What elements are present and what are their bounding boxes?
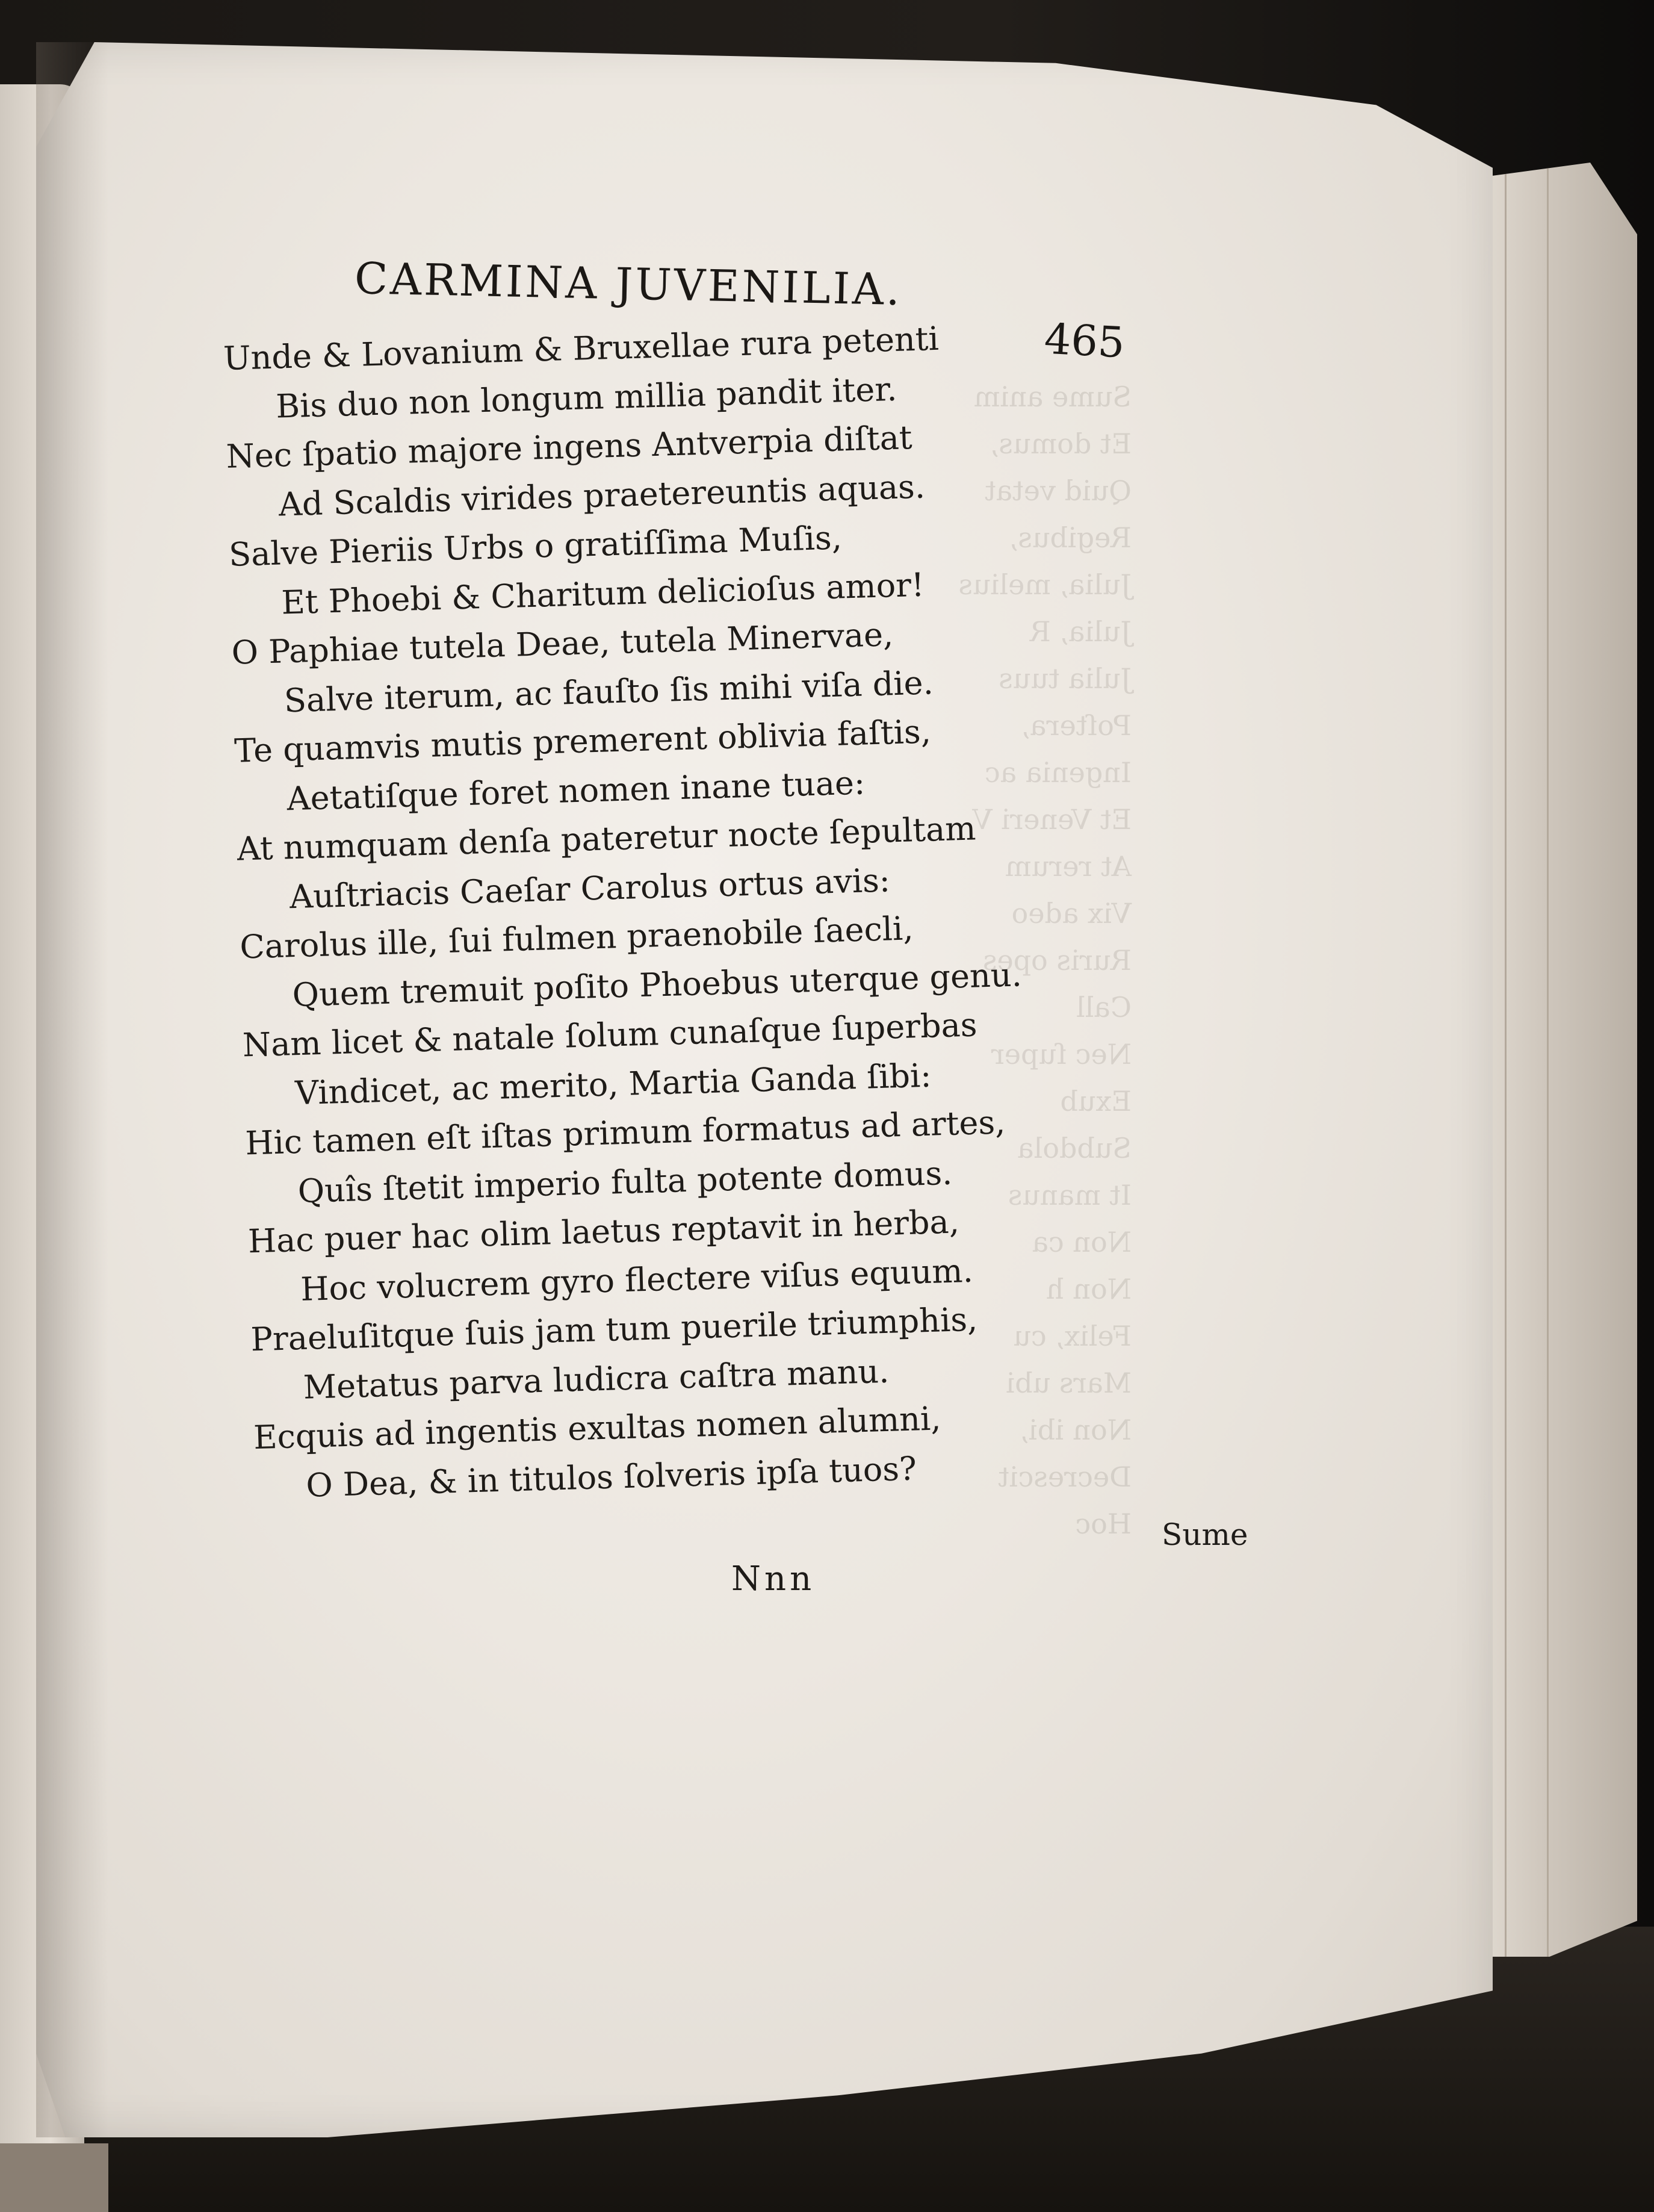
- verse-line: Quem tremuit poſito Phoebus uterque genu.: [291, 955, 1023, 1014]
- bleed-through-line: Decrescit: [998, 1461, 1132, 1493]
- catchword: Sume: [1162, 1517, 1248, 1552]
- bleed-through-line: Julia, melius: [958, 568, 1132, 601]
- verse-line: Ecquis ad ingentis exultas nomen alumni,: [253, 1399, 942, 1457]
- verse-line: Vindicet, ac merito, Martia Ganda ſibi:: [294, 1056, 932, 1112]
- verse-line: Hic tamen eſt iſtas primum formatus ad artes,: [244, 1103, 1006, 1163]
- gutter-shadow: [36, 42, 108, 2137]
- verse-line: O Paphiae tutela Deae, tutela Minervae,: [231, 615, 894, 672]
- signature-mark: Nnn: [731, 1559, 816, 1598]
- verse-line: Et Phoebi & Charitum delicioſus amor!: [280, 565, 925, 621]
- bleed-through-line: Ruris opes: [982, 944, 1132, 977]
- verse-line: Aetatiſque foret nomen inane tuae:: [286, 763, 866, 818]
- bleed-through-line: Sume anim: [974, 381, 1132, 413]
- bleed-through-line: Vix adeo: [1011, 897, 1132, 930]
- bleed-through-line: At rerum: [1005, 850, 1132, 883]
- verse-line: Hac puer hac olim laetus reptavit in herba,: [247, 1202, 960, 1261]
- running-title: CARMINA JUVENILIA.: [354, 253, 903, 315]
- verse-line: Carolus ille, ſui fulmen praenobile ſaecli,: [239, 909, 914, 966]
- verse-line: At numquam denſa pateretur nocte ſepultam: [237, 809, 977, 868]
- verse-line: Bis duo non longum millia pandit iter.: [275, 370, 898, 426]
- verse-line: O Dea, & in titulos ſolveris ipſa tuos?: [305, 1449, 917, 1505]
- verse-line: Hoc volucrem gyro flectere viſus equum.: [300, 1251, 974, 1308]
- bleed-through-line: Hoc: [1075, 1508, 1132, 1540]
- bleed-through-line: Quid vetat: [985, 474, 1132, 507]
- verse-line: Salve iterum, ac fauſto ſis mihi viſa die.: [283, 663, 934, 719]
- bleed-through-line: Ingenia ac: [984, 756, 1132, 789]
- bleed-through-line: Nec ſuper: [991, 1038, 1132, 1070]
- verse-line: Quîs ſtetit imperio fulta potente domus.: [297, 1154, 953, 1210]
- verse-line: Praeluſitque ſuis jam tum puerile triumphis,: [250, 1300, 978, 1359]
- verse-line: Auſtriacis Caeſar Carolus ortus avis:: [289, 860, 891, 916]
- bleed-through-line: Felix, cu: [1013, 1320, 1132, 1352]
- verse-line: Ad Scaldis virides praetereuntis aquas.: [278, 467, 926, 524]
- page-number: 465: [1042, 314, 1126, 368]
- left-page-edge: [0, 2143, 108, 2212]
- bleed-through-line: Julia, R: [1030, 615, 1132, 648]
- bleed-through-line: Non ca: [1032, 1226, 1132, 1258]
- bleed-through-line: It manus: [1008, 1179, 1132, 1211]
- verse-line: Nec ſpatio majore ingens Antverpia diſtat: [225, 418, 913, 476]
- verse-line: Metatus parva ludicra caſtra manu.: [303, 1352, 890, 1406]
- bleed-through-line: Regibus,: [1009, 521, 1132, 554]
- verse-line: Unde & Lovanium & Bruxellae rura petenti: [223, 319, 940, 377]
- bleed-through-line: Poſtera,: [1021, 709, 1132, 742]
- bleed-through-line: Et Veneri V: [972, 803, 1132, 836]
- bleed-through-line: Call: [1076, 991, 1132, 1024]
- verse-block: [223, 312, 1036, 1511]
- page-edge-line: [1505, 163, 1507, 1957]
- bleed-through-line: Julia tuus: [999, 662, 1132, 695]
- verse-line: Nam licet & natale ſolum cunaſque ſuperbas: [242, 1005, 978, 1064]
- bleed-through-line: Non ibi,: [1020, 1414, 1132, 1446]
- bleed-through-line: Mars ubi: [1006, 1367, 1132, 1399]
- bleed-through-line: Subdola: [1017, 1132, 1132, 1164]
- verse-line: Te quamvis mutis premerent oblivia faſtis,: [234, 712, 932, 770]
- verse-line: Salve Pieriis Urbs o gratiſſima Muſis,: [228, 518, 843, 574]
- bleed-through-line: Et domus,: [990, 427, 1132, 460]
- bleed-through-line: Exub: [1060, 1085, 1132, 1117]
- bleed-through-line: Non h: [1046, 1273, 1132, 1305]
- page-edge-line: [1547, 163, 1549, 1957]
